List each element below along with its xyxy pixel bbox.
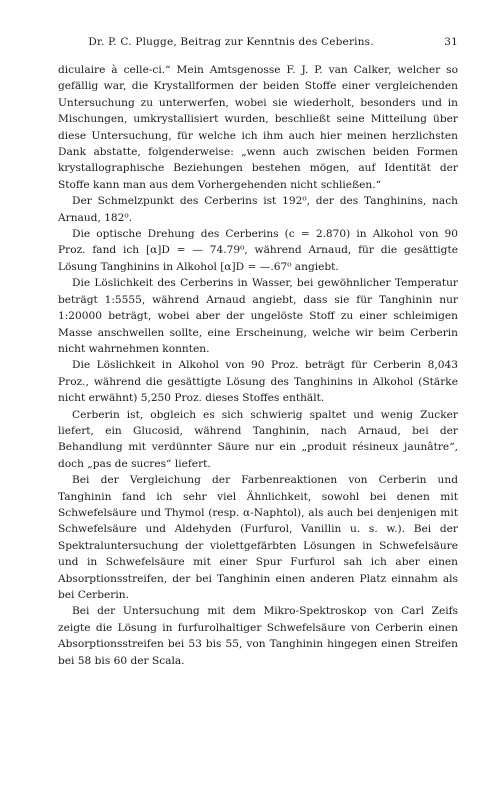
running-title: Dr. P. C. Plugge, Beitrag zur Kenntnis des Ceberins. [88, 36, 374, 48]
paragraph: Bei der Untersuchung mit dem Mikro-Spektroskop von Carl Zeifs zeigte die Lösung in furfurolhaltiger Schwefelsäure von Cerberin einen Absorptionsstreifen bei 53 bis 55, von Tanghinin hingegen einen Streifen bei 58 bis 60 der Scala. [58, 605, 458, 667]
running-header [58, 36, 458, 48]
paragraph: Der Schmelzpunkt des Cerberins ist 192⁰, der des Tanghinins, nach Arnaud, 182⁰. [58, 195, 458, 224]
page [58, 36, 458, 669]
paragraph: Cerberin ist, obgleich es sich schwierig spaltet und wenig Zucker liefert, ein Glucosid, während Tanghinin, nach Arnaud, bei der Behandlung mit verdünnter Säure nur ein „produit résineux jaunâtre“, doch „pas de sucres“ liefert. [58, 408, 458, 470]
paragraph: diculaire à celle-ci.“ Mein Amtsgenosse F. J. P. van Calker, welcher so gefällig war, die Krystallformen der beiden Stoffe einer vergleichenden Untersuchung zu unterwerfen, wobei sie wiederholt, besonders und in Mischungen, umkrystallisiert wurden, beschließt seine Mitteilung über diese Untersuchung, für welche ich ihm auch hier meinen herzlichsten Dank abstatte, folgenderweise: „wenn auch zwischen beiden Formen krystallographische Beziehungen bestehen mögen, auf Identität der Stoffe kann man aus dem Vorhergehenden nicht schließen.“ [58, 64, 458, 191]
paragraph: Die optische Drehung des Cerberins (c = 2.870) in Alkohol von 90 Proz. fand ich [α]D = — 74.79⁰, während Arnaud, für die gesättigte Lösung Tanghinins in Alkohol [α]D = —.67⁰ angiebt. [58, 228, 458, 273]
page-number: 31 [444, 36, 458, 48]
paragraph: Bei der Vergleichung der Farbenreaktionen von Cerberin und Tanghinin fand ich sehr viel Ähnlichkeit, sowohl bei denen mit Schwefelsäure und Thymol (resp. α-Naphtol), als auch bei denjenigen mit Schwefelsäure und Aldehyden (Furfurol, Vanillin u. s. w.). Bei der Spektraluntersuchung der violettgefärbten Lösungen in Schwefelsäure und in Schwefelsäure mit einer Spur Furfurol sah ich aber einen Absorptionsstreifen, der bei Tanghinin einen anderen Platz einnahm als bei Cerberin. [58, 474, 458, 601]
paragraph: Die Löslichkeit in Alkohol von 90 Proz. beträgt für Cerberin 8,043 Proz., während die gesättigte Lösung des Tanghinins in Alkohol (Stärke nicht erwähnt) 5,250 Proz. dieses Stoffes enthält. [58, 359, 458, 405]
paragraph: Die Löslichkeit des Cerberins in Wasser, bei gewöhnlicher Temperatur beträgt 1:5555, während Arnaud angiebt, dass sie für Tanghinin nur 1:20000 beträgt, wobei aber der ungelöste Stoff zu einer schleimigen Masse anschwellen sollte, eine Erscheinung, welche wir beim Cerberin nicht wahrnehmen konnten. [58, 277, 458, 355]
body-text [58, 62, 458, 669]
